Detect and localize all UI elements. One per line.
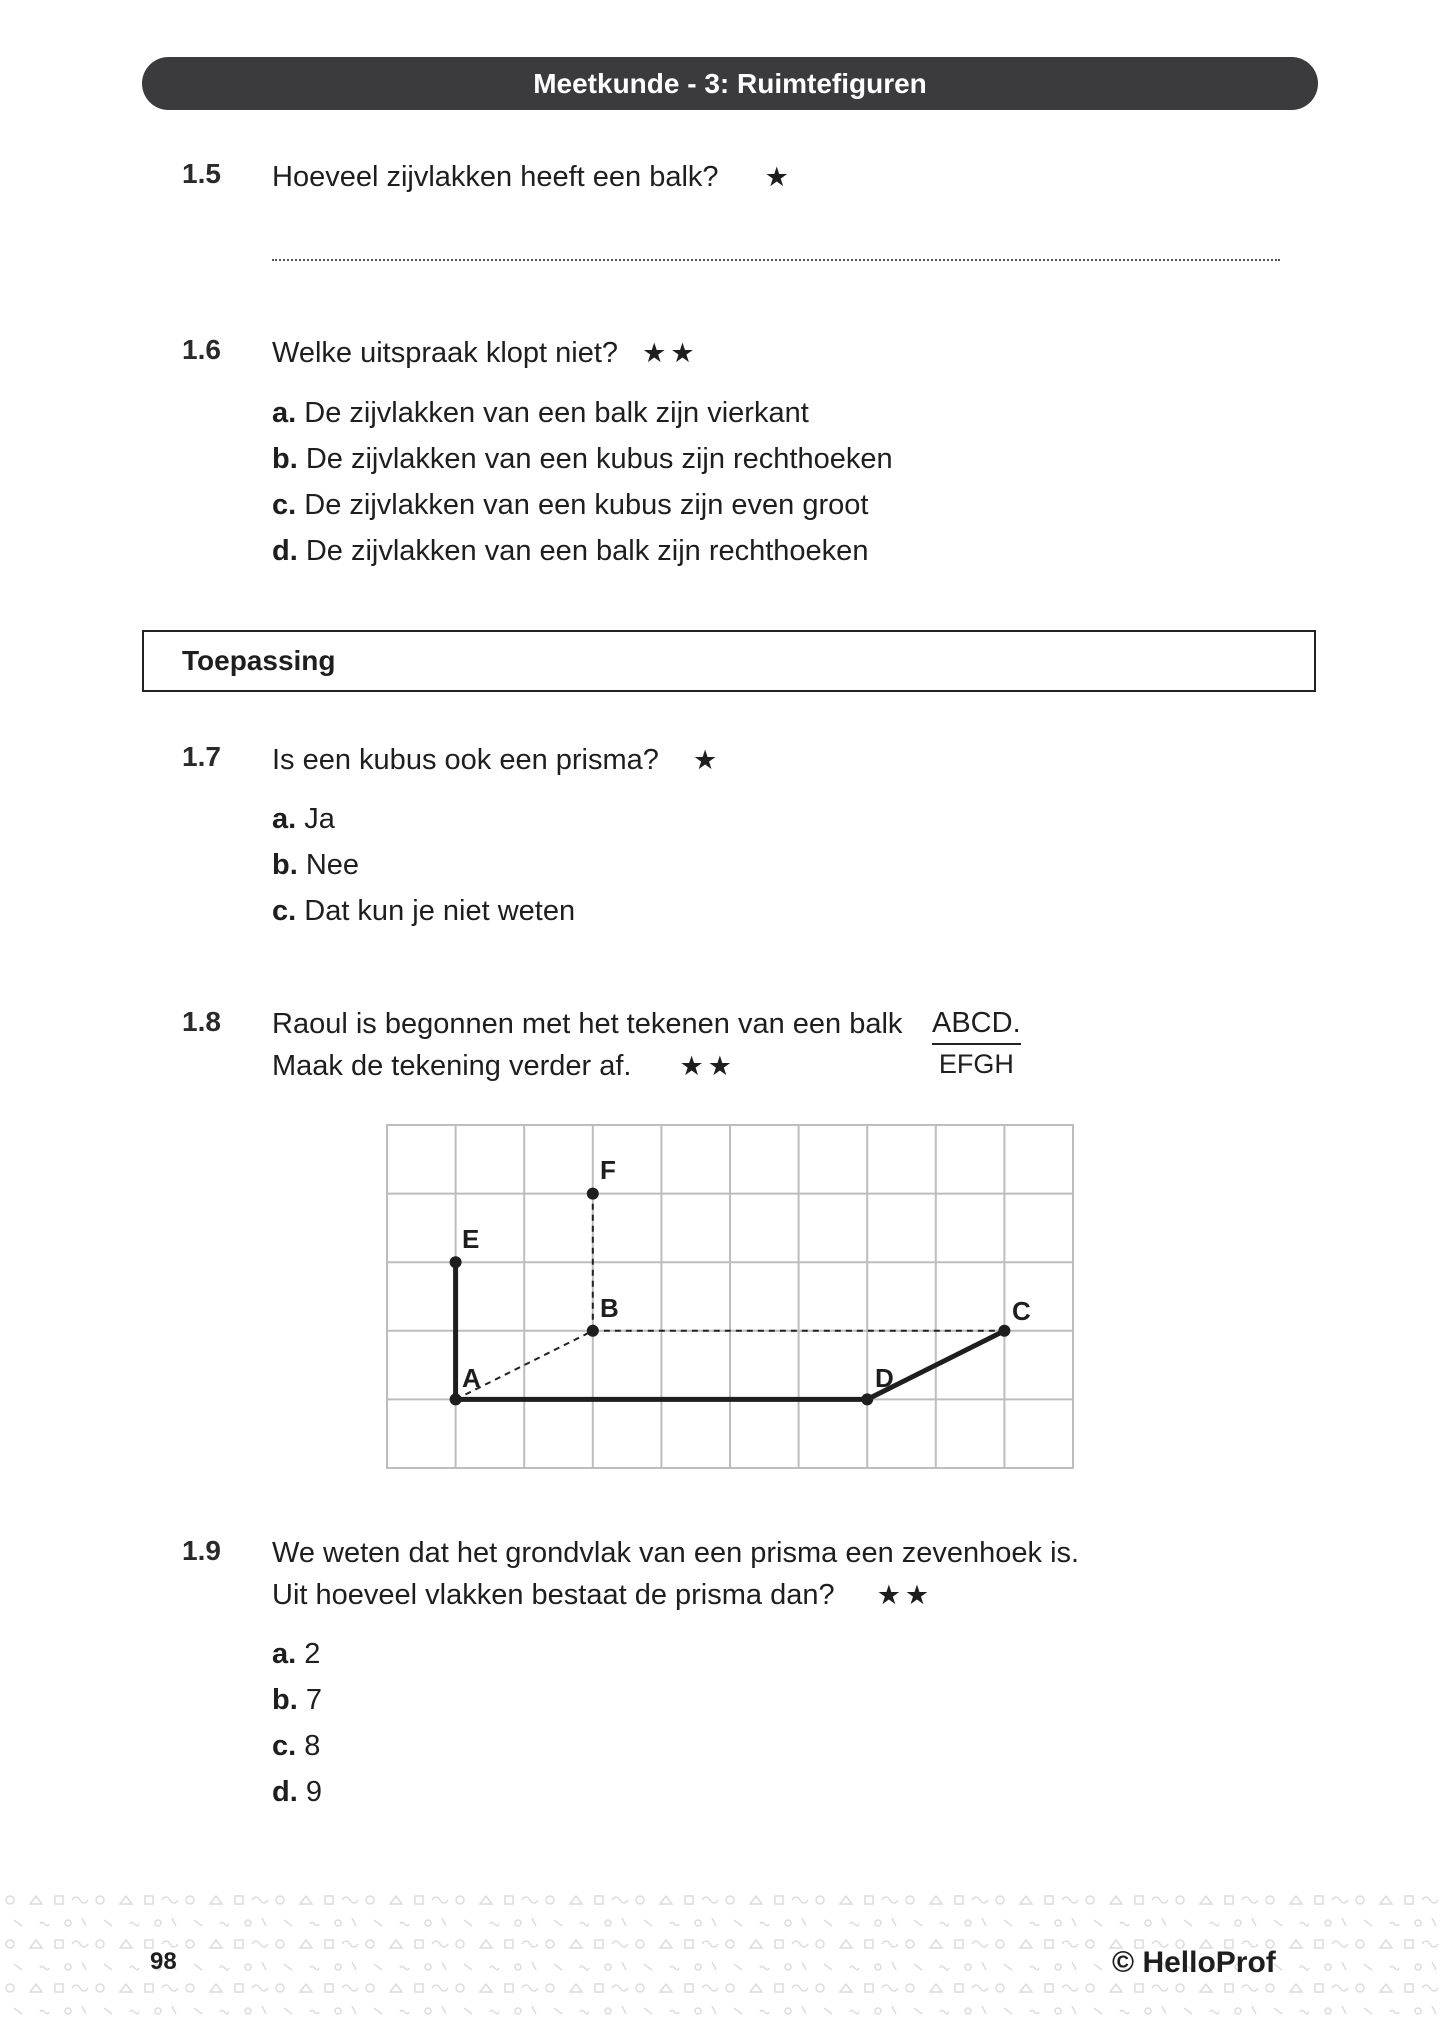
question-text-1-8 bbox=[272, 1045, 736, 1087]
question-text-1-6 bbox=[272, 332, 699, 374]
options-1-9 bbox=[272, 1631, 322, 1815]
option-1-7-a[interactable]: a. Ja bbox=[272, 803, 335, 835]
label-D: D bbox=[875, 1363, 894, 1393]
option-1-9-d[interactable]: d. 9 bbox=[272, 1776, 322, 1808]
difficulty-stars-1-5: ★ bbox=[764, 162, 789, 192]
label-E: E bbox=[462, 1224, 480, 1254]
difficulty-stars-1-8: ★★ bbox=[679, 1051, 736, 1081]
point-B bbox=[587, 1325, 599, 1337]
page-number: 98 bbox=[150, 1948, 177, 1975]
question-number-1-8: 1.8 bbox=[182, 1006, 221, 1037]
option-1-9-b[interactable]: b. 7 bbox=[272, 1684, 322, 1716]
point-F bbox=[587, 1188, 599, 1200]
label-C: C bbox=[1012, 1296, 1031, 1326]
question-number-1-6: 1.6 bbox=[182, 334, 221, 365]
option-1-6-b[interactable]: b. De zijvlakken van een kubus zijn rechthoeken bbox=[272, 443, 893, 475]
question-number-1-7: 1.7 bbox=[182, 741, 221, 772]
option-1-7-b[interactable]: b. Nee bbox=[272, 849, 360, 881]
chapter-header bbox=[142, 57, 1318, 110]
question-text-1-5 bbox=[272, 156, 789, 198]
section-heading-box bbox=[142, 630, 1316, 692]
question-1-9-line2: Uit hoeveel vlakken bestaat de prisma dan? bbox=[272, 1579, 835, 1611]
question-1-8-line2: Maak de tekening verder af. bbox=[272, 1050, 632, 1082]
answer-line-1-5[interactable] bbox=[272, 259, 1280, 261]
question-number-1-5: 1.5 bbox=[182, 158, 221, 189]
option-1-7-c[interactable]: c. Dat kun je niet weten bbox=[272, 895, 576, 927]
difficulty-stars-1-7: ★ bbox=[692, 745, 718, 775]
label-A: A bbox=[462, 1363, 481, 1393]
option-1-6-d[interactable]: d. De zijvlakken van een balk zijn rechthoeken bbox=[272, 535, 869, 567]
options-1-6 bbox=[272, 390, 893, 574]
difficulty-stars-1-9: ★★ bbox=[876, 1580, 934, 1610]
label-F: F bbox=[600, 1155, 616, 1185]
brand-logo: © HelloProf bbox=[1112, 1946, 1276, 1979]
chapter-title: Meetkunde - 3: Ruimtefiguren bbox=[533, 67, 927, 99]
question-1-5-prompt: Hoeveel zijvlakken heeft een balk? bbox=[272, 161, 719, 193]
point-D bbox=[861, 1393, 873, 1405]
point-A bbox=[450, 1393, 462, 1405]
section-title: Toepassing bbox=[182, 645, 336, 676]
option-1-9-c[interactable]: c. 8 bbox=[272, 1730, 321, 1762]
options-1-7 bbox=[272, 796, 575, 934]
point-C bbox=[998, 1325, 1010, 1337]
cuboid-drawing-grid[interactable] bbox=[386, 1124, 1076, 1470]
label-B: B bbox=[600, 1293, 619, 1323]
option-1-6-c[interactable]: c. De zijvlakken van een kubus zijn even groot bbox=[272, 489, 869, 521]
cuboid-name-fraction bbox=[932, 1003, 1021, 1083]
cuboid-name-top: ABCD. bbox=[932, 1007, 1021, 1039]
question-1-8-line1: Raoul is begonnen met het tekenen van een balk bbox=[272, 1008, 903, 1040]
question-1-6-prompt: Welke uitspraak klopt niet? bbox=[272, 337, 619, 369]
question-number-1-9: 1.9 bbox=[182, 1535, 221, 1566]
difficulty-stars-1-6: ★★ bbox=[642, 338, 699, 368]
question-1-7-prompt: Is een kubus ook een prisma? bbox=[272, 744, 659, 776]
question-text-1-7 bbox=[272, 739, 717, 781]
question-1-9-line1: We weten dat het grondvlak van een prisma een zevenhoek is. bbox=[272, 1537, 1080, 1569]
option-1-6-a[interactable]: a. De zijvlakken van een balk zijn vierkant bbox=[272, 397, 809, 429]
grid-lines bbox=[387, 1125, 1073, 1468]
question-text-1-9 bbox=[272, 1574, 933, 1616]
option-1-9-a[interactable]: a. 2 bbox=[272, 1638, 321, 1670]
point-E bbox=[450, 1256, 462, 1268]
cuboid-name-bottom: EFGH bbox=[932, 1043, 1021, 1083]
